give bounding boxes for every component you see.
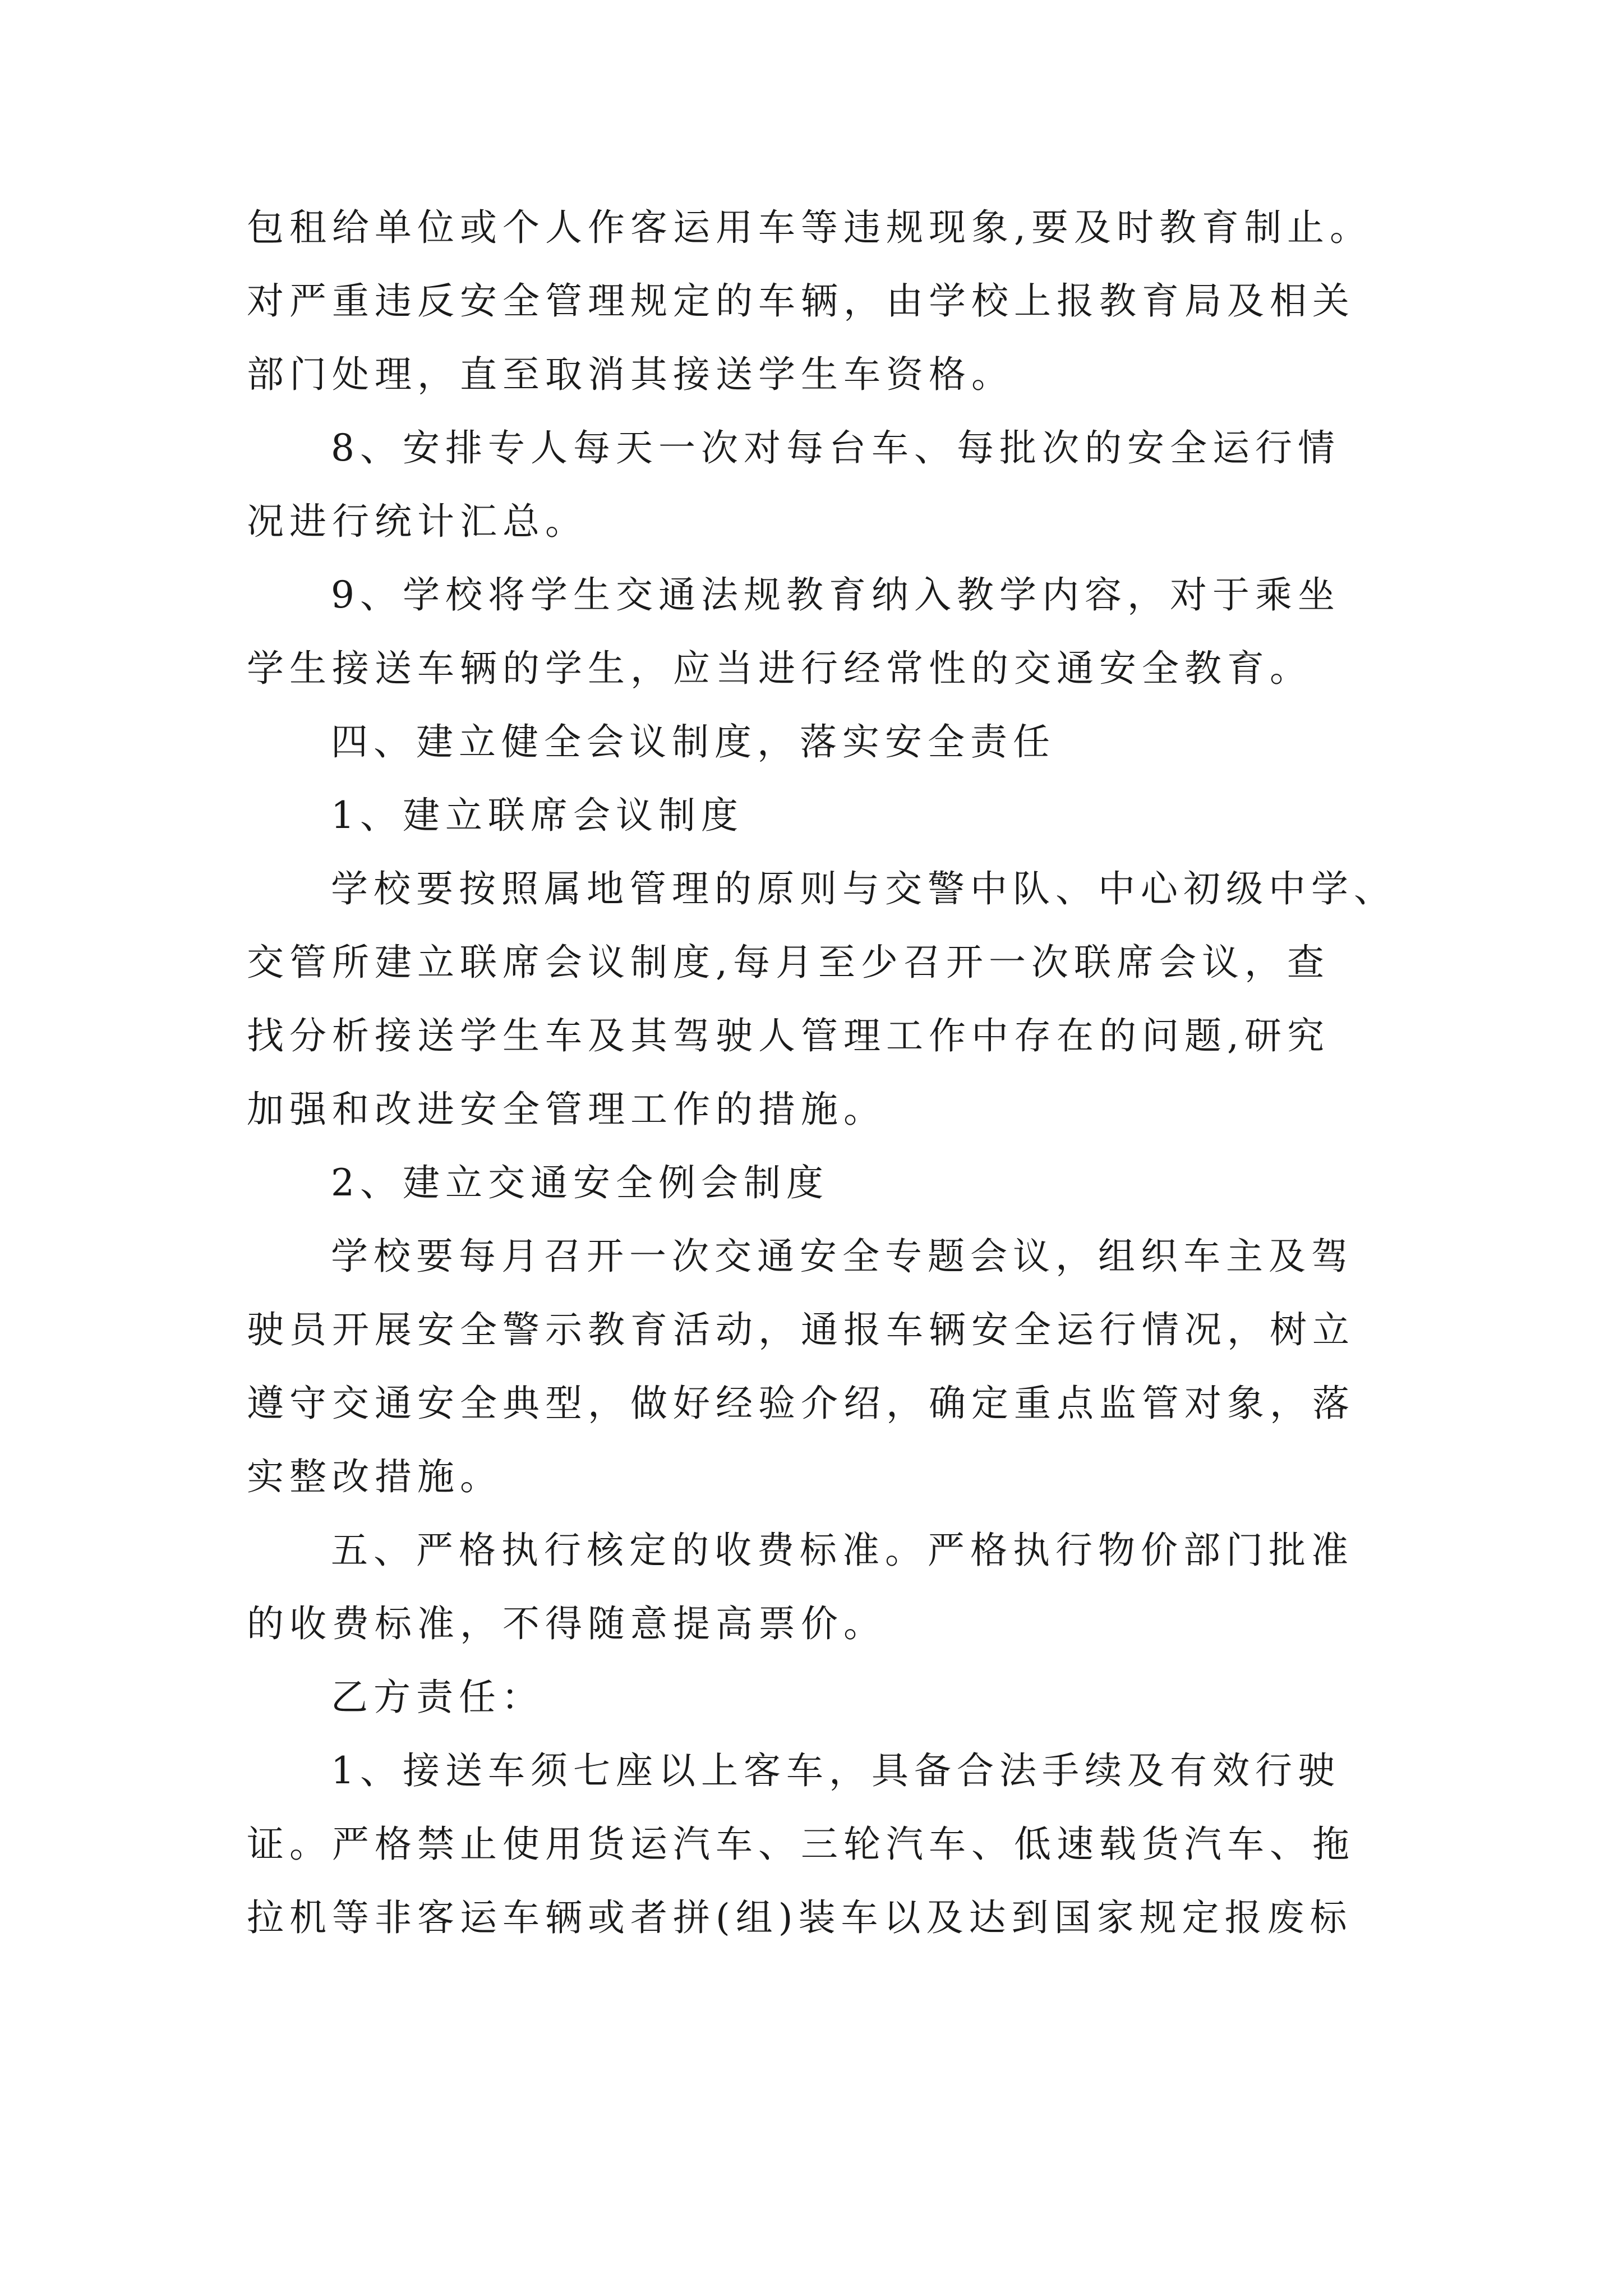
text-line: 加强和改进安全管理工作的措施。 <box>247 1088 886 1131</box>
text-line: 学校要按照属地管理的原则与交警中队、中心初级中学、 <box>331 867 1396 910</box>
section-heading: 五、严格执行核定的收费标准。严格执行物价部门批准 <box>331 1529 1354 1572</box>
section-heading: 乙方责任： <box>331 1676 544 1719</box>
subsection-heading: 1、建立联席会议制度 <box>331 794 744 837</box>
text-line: 况进行统计汇总。 <box>247 500 588 543</box>
text-line: 学生接送车辆的学生，应当进行经常性的交通安全教育。 <box>247 647 1312 690</box>
subsection-heading: 2、建立交通安全例会制度 <box>331 1161 829 1204</box>
section-heading: 四、建立健全会议制度，落实安全责任 <box>331 720 1055 763</box>
text-line: 证。严格禁止使用货运汽车、三轮汽车、低速载货汽车、拖 <box>247 1823 1355 1866</box>
text-line: 对严重违反安全管理规定的车辆，由学校上报教育局及相关 <box>247 279 1355 323</box>
text-line: 1、接送车须七座以上客车，具备合法手续及有效行驶 <box>331 1749 1340 1792</box>
text-line: 部门处理，直至取消其接送学生车资格。 <box>247 353 1014 396</box>
text-line: 的收费标准，不得随意提高票价。 <box>247 1602 886 1645</box>
text-line: 拉机等非客运车辆或者拼(组)装车以及达到国家规定报废标 <box>247 1896 1353 1939</box>
text-line: 学校要每月召开一次交通安全专题会议，组织车主及驾 <box>331 1235 1354 1278</box>
text-line: 遵守交通安全典型，做好经验介绍，确定重点监管对象，落 <box>247 1382 1355 1425</box>
text-line: 9、学校将学生交通法规教育纳入教学内容，对于乘坐 <box>331 573 1340 616</box>
text-line: 交管所建立联席会议制度,每月至少召开一次联席会议，查 <box>247 941 1330 984</box>
text-line: 包租给单位或个人作客运用车等违规现象,要及时教育制止。 <box>247 206 1372 249</box>
text-line: 8、安排专人每天一次对每台车、每批次的安全运行情 <box>331 426 1340 470</box>
text-line: 驶员开展安全警示教育活动，通报车辆安全运行情况，树立 <box>247 1308 1355 1351</box>
text-line: 实整改措施。 <box>247 1455 502 1498</box>
body-text <box>247 191 1396 1954</box>
text-line: 找分析接送学生车及其驾驶人管理工作中存在的问题,研究 <box>247 1014 1330 1057</box>
